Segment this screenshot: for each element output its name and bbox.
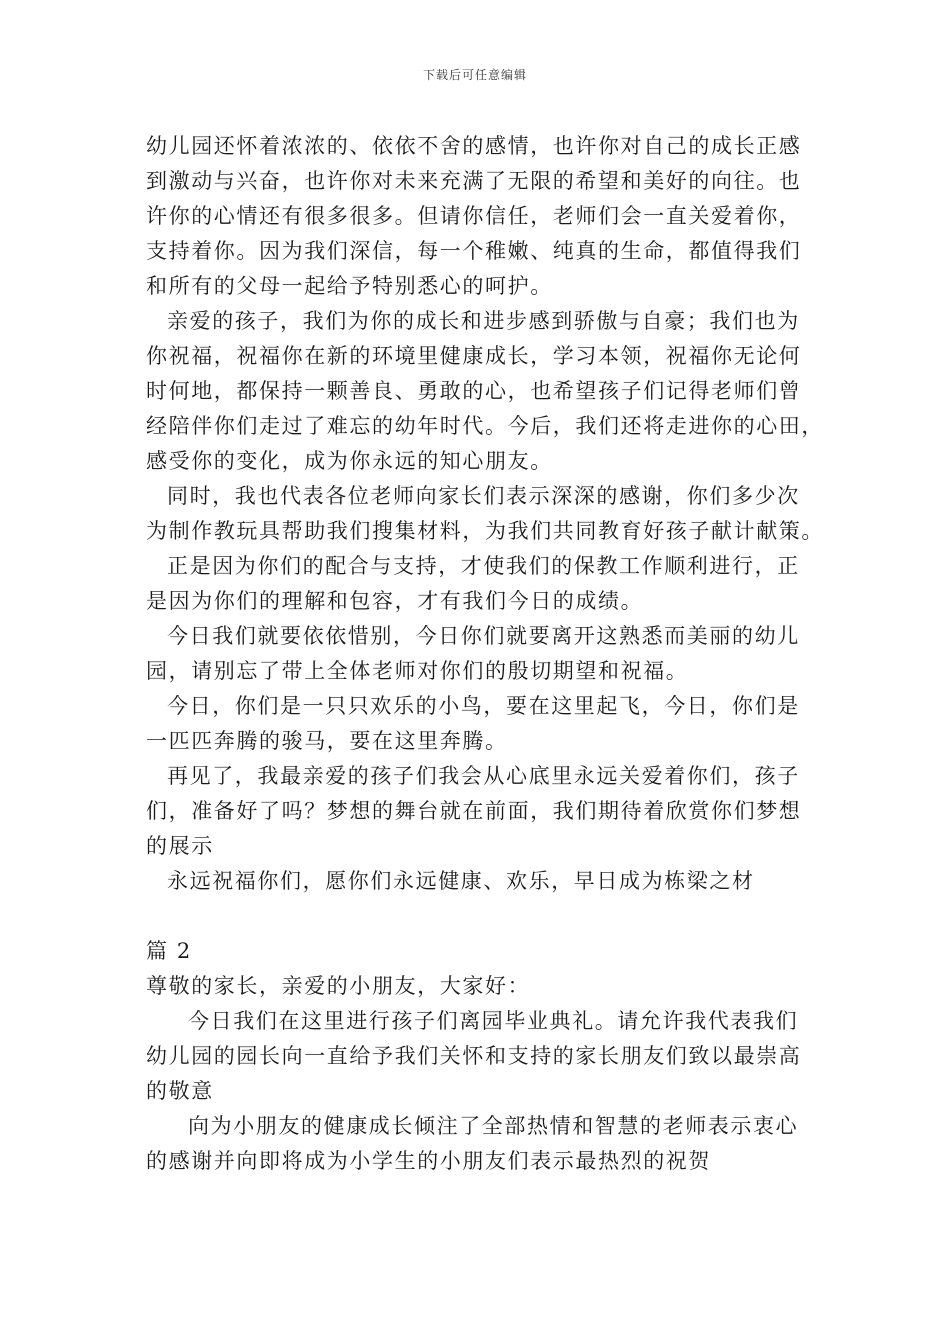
text-line: 许你的心情还有很多很多。但请你信任，老师们会一直关爱着你，	[146, 204, 802, 228]
text-line: 们，准备好了吗？梦想的舞台就在前面，我们期待着欣赏你们梦想	[146, 799, 802, 823]
text-line: 亲爱的孩子，我们为你的成长和进步感到骄傲与自豪；我们也为	[167, 309, 800, 333]
text-line: 时何地，都保持一颗善良、勇敢的心，也希望孩子们记得老师们曾	[146, 379, 802, 403]
text-line: 正是因为你们的配合与支持，才使我们的保教工作顺利进行，正	[167, 554, 800, 578]
text-line: 经陪伴你们走过了难忘的幼年时代。今后，我们还将走进你的心田，	[146, 414, 824, 438]
text-line: 幼儿园的园长向一直给予我们关怀和支持的家长朋友们致以最崇高	[146, 1044, 802, 1068]
text-line: 今日我们就要依依惜别，今日你们就要离开这熟悉而美丽的幼儿	[167, 624, 800, 648]
text-line: 向为小朋友的健康成长倾注了全部热情和智慧的老师表示衷心	[188, 1114, 799, 1138]
text-line: 的敬意	[146, 1079, 214, 1103]
text-line: 的感谢并向即将成为小学生的小朋友们表示最热烈的祝贺	[146, 1149, 711, 1173]
text-line: 是因为你们的理解和包容，才有我们今日的成绩。	[146, 589, 644, 613]
text-line: 园，请别忘了带上全体老师对你们的殷切期望和祝福。	[146, 659, 689, 683]
text-line: 幼儿园还怀着浓浓的、依依不舍的感情，也许你对自己的成长正感	[146, 134, 802, 158]
document-body	[146, 129, 824, 1179]
text-line: 感受你的变化，成为你永远的知心朋友。	[146, 449, 553, 473]
text-line: 的展示	[146, 834, 214, 858]
text-line: 尊敬的家长，亲爱的小朋友，大家好：	[146, 974, 531, 998]
text-line: 和所有的父母一起给予特别悉心的呵护。	[146, 274, 553, 298]
text-line: 为制作教玩具帮助我们搜集材料，为我们共同教育好孩子献计献策。	[146, 519, 824, 543]
text-line: 支持着你。因为我们深信，每一个稚嫩、纯真的生命，都值得我们	[146, 239, 802, 263]
text-line: 到激动与兴奋，也许你对未来充满了无限的希望和美好的向往。也	[146, 169, 802, 193]
page-header: 下载后可任意编辑	[422, 68, 527, 82]
text-line: 永远祝福你们，愿你们永远健康、欢乐，早日成为栋梁之材	[167, 869, 755, 893]
text-line: 你祝福，祝福你在新的环境里健康成长，学习本领，祝福你无论何	[146, 344, 802, 368]
text-line: 同时，我也代表各位老师向家长们表示深深的感谢，你们多少次	[167, 484, 800, 508]
text-line: 今日，你们是一只只欢乐的小鸟，要在这里起飞，今日，你们是	[167, 694, 800, 718]
text-line: 再见了，我最亲爱的孩子们我会从心底里永远关爱着你们，孩子	[167, 764, 800, 788]
paragraph-gap	[146, 899, 810, 934]
text-line: 一匹匹奔腾的骏马，要在这里奔腾。	[146, 729, 508, 753]
text-line: 篇 2	[146, 939, 192, 963]
text-line: 今日我们在这里进行孩子们离园毕业典礼。请允许我代表我们	[188, 1009, 799, 1033]
